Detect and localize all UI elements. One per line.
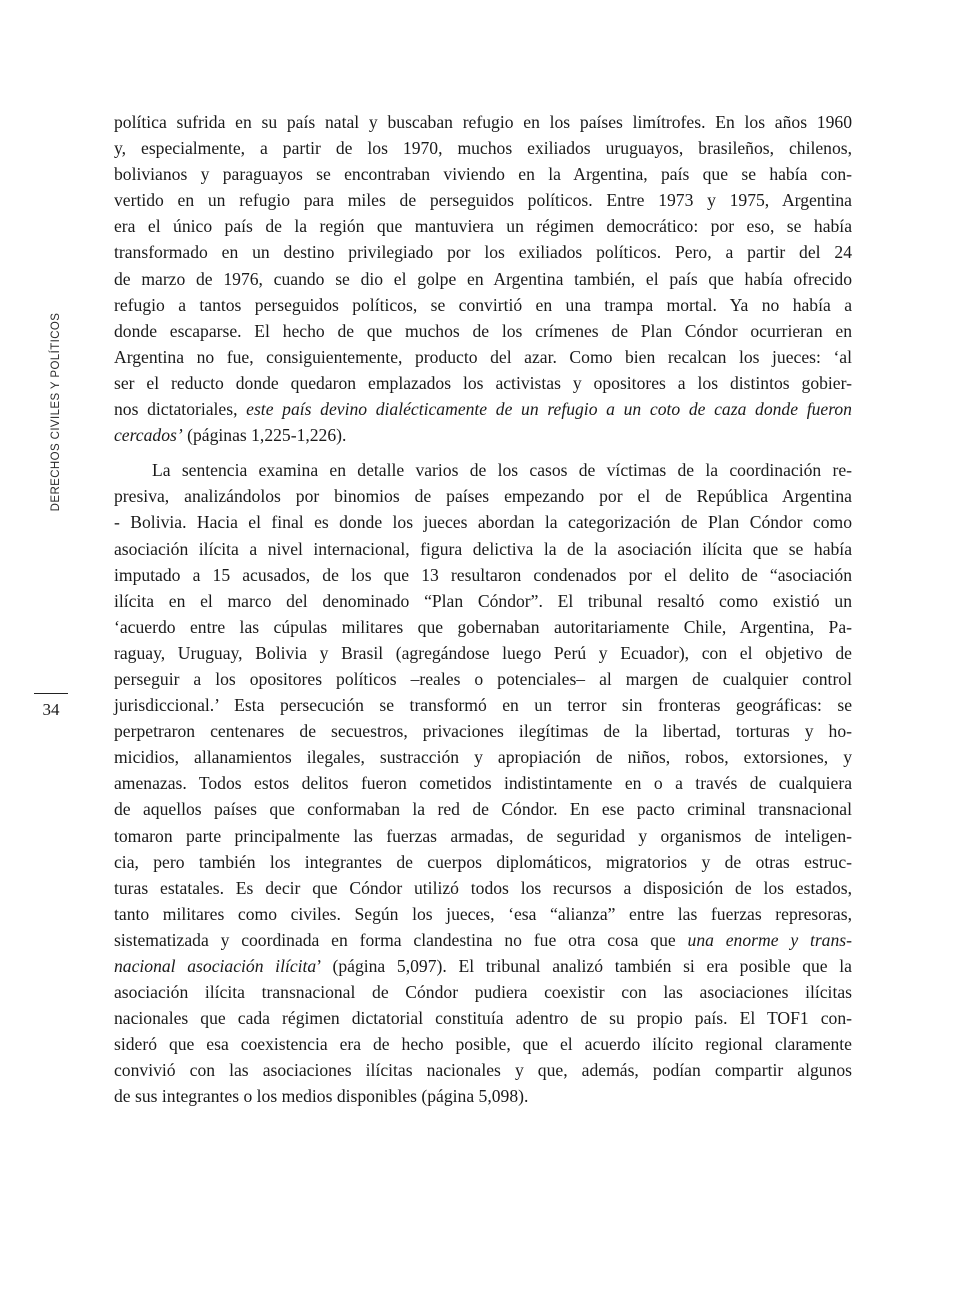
text-line xyxy=(114,396,852,422)
text-segment: nos dictatoriales, xyxy=(114,399,247,420)
text-line: transformado en un destino privilegiado por los exiliados políticos. Pero, a partir del 24 xyxy=(114,242,852,263)
text-segment: ’ (página 5,097). El tribunal analizó también si era posible que la xyxy=(316,956,852,976)
text-line: ‘acuerdo entre las cúpulas militares que gobernaban autoritariamente Chile, Argentina, Pa- xyxy=(114,616,852,637)
text-segment: sistematizada y coordinada en forma clandestina no fue otra cosa que xyxy=(114,929,688,950)
text-line: La sentencia examina en detalle varios de los casos de víctimas de la coordinación re- xyxy=(152,460,852,481)
text-line: vertido en un refugio para miles de perseguidos políticos. Entre 1973 y 1975, Argentina xyxy=(114,190,852,211)
page-number-rule xyxy=(34,693,68,694)
text-line: bolivianos y paraguayos se encontraban viviendo en la Argentina, país que se había con- xyxy=(114,164,852,185)
text-line xyxy=(114,422,852,448)
text-line: refugio a tantos perseguidos políticos, se convirtió en una trampa mortal. Ya no había a xyxy=(114,294,852,315)
text-line: de marzo de 1976, cuando se dio el golpe en Argentina también, el país que había ofrecido xyxy=(114,268,852,289)
text-line: perpetraron centenares de secuestros, privaciones ilegítimas de la libertad, torturas y ho- xyxy=(114,721,852,742)
text-line: presiva, analizándolos por binomios de países empezando por el de República Argentina xyxy=(114,486,852,507)
section-running-header: DERECHOS CIVILES Y POLÍTICOS xyxy=(50,312,62,512)
text-line: era el único país de la región que mantuviera un régimen democrático: por eso, se había xyxy=(114,216,852,237)
text-line: - Bolivia. Hacia el final es donde los jueces abordan la categorización de Plan Cóndor como xyxy=(114,512,852,533)
text-line: micidios, allanamientos ilegales, sustracción y apropiación de niños, robos, extorsiones, y xyxy=(114,747,852,768)
text-line: tomaron parte principalmente las fuerzas armadas, de seguridad y organismos de inteligen- xyxy=(114,825,852,846)
text-line xyxy=(114,953,852,979)
italic-quote: nacional asociación ilícita xyxy=(114,956,317,976)
text-line: tanto militares como civiles. Según los jueces, ‘esa “alianza” entre las fuerzas represoras, xyxy=(114,903,852,924)
text-line: Argentina no fue, consiguientemente, producto del azar. Como bien recalcan los jueces: ‘al xyxy=(114,346,852,367)
paragraph-1 xyxy=(114,109,852,448)
text-line: turas estatales. Es decir que Cóndor utilizó todos los recursos a disposición de los estados, xyxy=(114,877,852,898)
text-line: asociación ilícita a nivel internacional, figura delictiva la de la asociación ilícita que se había xyxy=(114,538,852,559)
page-number: 34 xyxy=(42,700,60,719)
text-line: perseguir a los opositores políticos –reales o potenciales– al margen de cualquier control xyxy=(114,668,852,689)
text-line: de aquellos países que conformaban la red de Cóndor. En ese pacto criminal transnacional xyxy=(114,799,852,820)
text-line xyxy=(114,927,852,953)
text-line: donde escaparse. El hecho de que muchos de los crímenes de Plan Cóndor ocurrieran en xyxy=(114,320,852,341)
text-line: política sufrida en su país natal y buscaban refugio en los países limítrofes. En los años 1960 xyxy=(114,112,852,132)
paragraph-2 xyxy=(114,457,852,1109)
text-line: de sus integrantes o los medios disponibles (página 5,098). xyxy=(114,1086,529,1107)
text-line: asociación ilícita transnacional de Cóndor pudiera coexistir con las asociaciones ilícitas xyxy=(114,982,852,1003)
text-line: cia, pero también los integrantes de cuerpos diplomáticos, migratorios y de otras estruc- xyxy=(114,851,852,872)
body-text xyxy=(114,109,852,1110)
text-line: sideró que esa coexistencia era de hecho posible, que el acuerdo ilícito regional claramente xyxy=(114,1034,852,1055)
text-line: jurisdiccional.’ Esta persecución se transformó en un terror sin fronteras geográficas: se xyxy=(114,695,852,716)
text-line: convivió con las asociaciones ilícitas nacionales y que, además, podían compartir algunos xyxy=(114,1060,852,1081)
text-line: amenazas. Todos estos delitos fueron cometidos indistintamente en o a través de cualquiera xyxy=(114,773,852,794)
text-line: nacionales que cada régimen dictatorial constituía adentro de su propio país. El TOF1 con- xyxy=(114,1008,852,1029)
text-line: imputado a 15 acusados, de los que 13 resultaron condenados por el delito de “asociación xyxy=(114,564,852,585)
text-line: raguay, Uruguay, Bolivia y Brasil (agregándose luego Perú y Ecuador), con el objetivo de xyxy=(114,642,852,663)
text-line: ilícita en el marco del denominado “Plan Cóndor”. El tribunal resaltó como existió un xyxy=(114,590,852,611)
italic-quote: cercados’ xyxy=(114,425,183,446)
italic-quote: este país devino dialécticamente de un refugio a un coto de caza donde fueron xyxy=(246,399,852,420)
text-line: y, especialmente, a partir de los 1970, muchos exiliados uruguayos, brasileños, chilenos, xyxy=(114,138,852,159)
text-segment: (páginas 1,225-1,226). xyxy=(182,425,347,446)
italic-quote: una enorme y trans- xyxy=(687,929,852,950)
text-line: ser el reducto donde quedaron emplazados los activistas y opositores a los distintos gobier- xyxy=(114,372,852,393)
